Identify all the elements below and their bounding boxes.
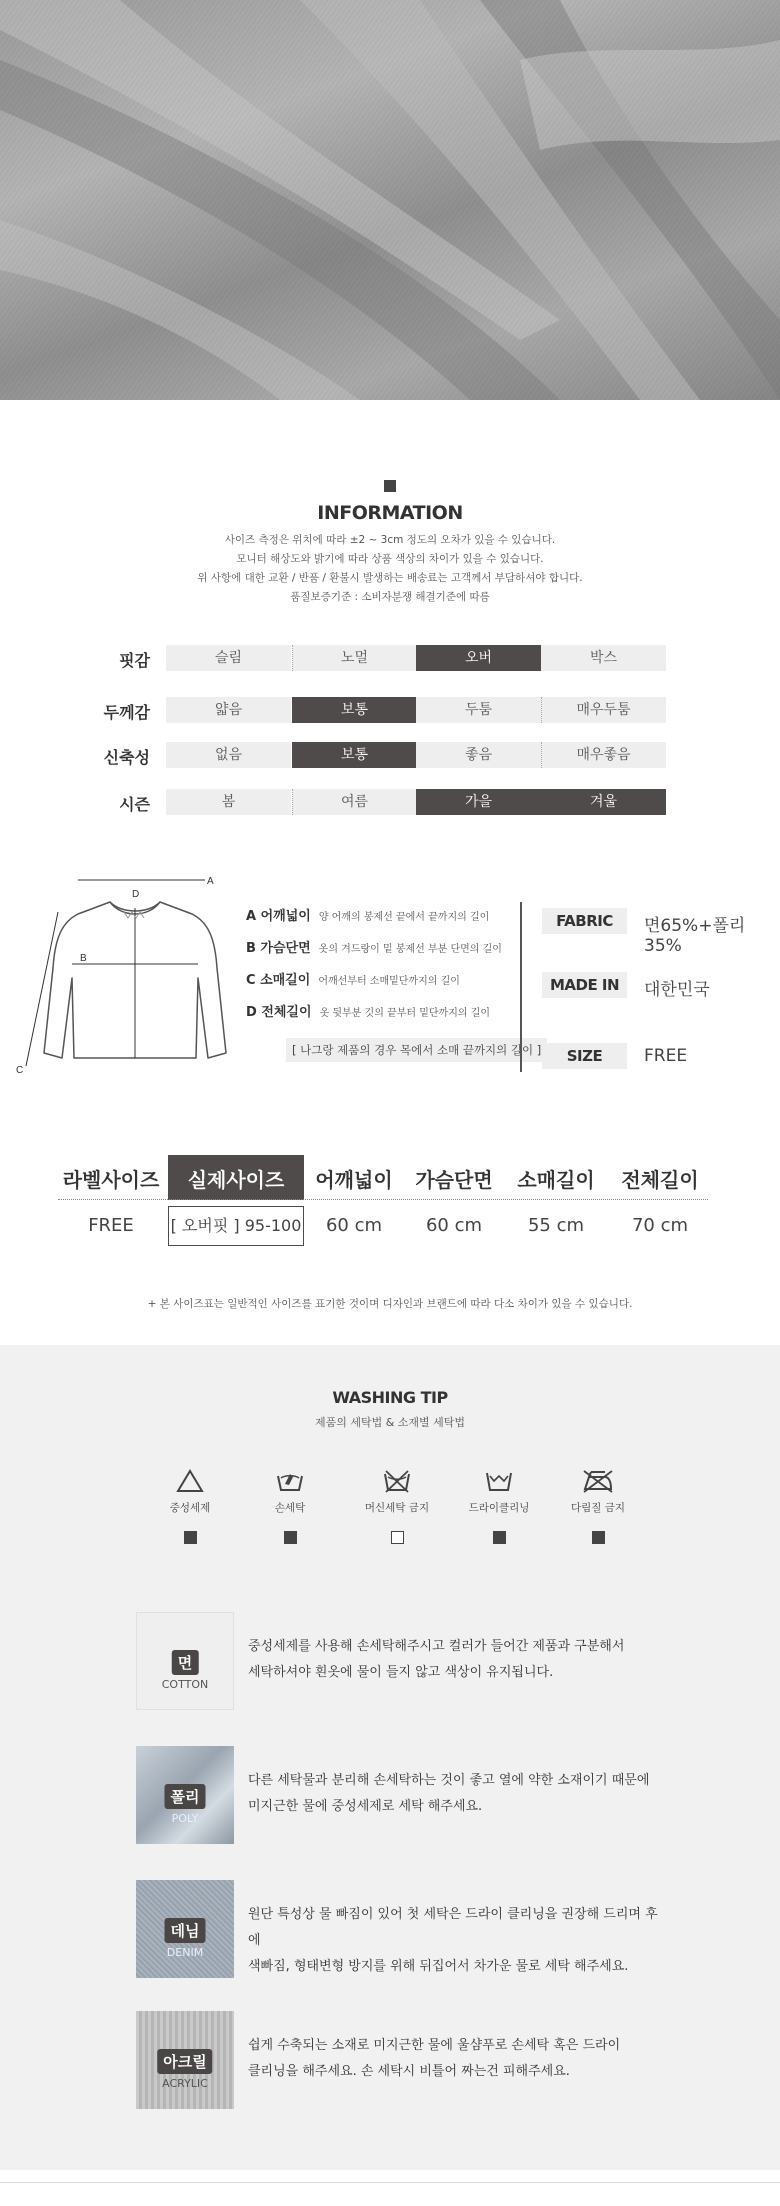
washing-title: WASHING TIP bbox=[332, 1388, 448, 1407]
info-line: 사이즈 측정은 위치에 따라 ±2 ~ 3cm 정도의 오차가 있을 수 있습니다. bbox=[224, 534, 556, 546]
rating-option: 겨울 bbox=[541, 789, 666, 815]
rating-option: 좋음 bbox=[416, 742, 541, 768]
size-value: FREE bbox=[644, 1046, 688, 1066]
letter-c: C bbox=[16, 1065, 24, 1076]
fabric-closeup-photo bbox=[0, 0, 780, 400]
poly-swatch: 폴리 POLY bbox=[136, 1746, 234, 1844]
sweatshirt-diagram bbox=[10, 868, 235, 1083]
rating-option: 매우좋음 bbox=[541, 742, 666, 768]
letter-b: B bbox=[80, 953, 87, 964]
check-marker bbox=[493, 1531, 506, 1544]
dry-clean-icon bbox=[484, 1468, 514, 1494]
washing-subtitle: 제품의 세탁법 & 소재별 세탁법 bbox=[314, 1416, 466, 1429]
made-in-label: MADE IN bbox=[542, 972, 627, 998]
rating-option: 없음 bbox=[166, 742, 291, 768]
rating-separator bbox=[541, 742, 542, 768]
wash-option-dry-clean: 드라이클리닝 bbox=[444, 1468, 554, 1544]
size-table-header: 실제사이즈 bbox=[187, 1168, 285, 1192]
rating-option: 두툼 bbox=[416, 697, 541, 723]
size-table-note: + 본 사이즈표는 일반적인 사이즈를 표기한 것이며 디자인과 브랜드에 따라 다소 차이가 있을 수 있습니다. bbox=[147, 1298, 633, 1310]
measurement-shoulder: A 어깨넓이 양 어깨의 봉제선 끝에서 끝까지의 길이 bbox=[246, 909, 490, 924]
bottom-divider bbox=[0, 2182, 780, 2183]
neutral-detergent-icon bbox=[175, 1468, 205, 1494]
rating-option: 오버 bbox=[416, 645, 541, 671]
rating-option: 가을 bbox=[416, 789, 541, 815]
rating-option: 봄 bbox=[166, 789, 291, 815]
rating-option: 매우두툼 bbox=[541, 697, 666, 723]
rating-separator bbox=[541, 697, 542, 723]
cotton-swatch: 면 COTTON bbox=[136, 1612, 234, 1710]
measurement-sleeve: C 소매길이 어깨선부터 소매밑단까지의 길이 bbox=[246, 973, 460, 988]
section-marker bbox=[384, 480, 396, 492]
size-table-cell: FREE bbox=[88, 1215, 134, 1236]
made-in-value: 대한민국 bbox=[644, 980, 710, 1000]
fabric-label: FABRIC bbox=[542, 908, 627, 934]
cotton-care-text: 중성세제를 사용해 손세탁해주시고 컬러가 들어간 제품과 구분해서 세탁하셔야 흰옷에 물이 들지 않고 색상이 유지됩니다. bbox=[248, 1639, 625, 1680]
raglan-note: [ 나그랑 제품의 경우 목에서 소매 끝까지의 길이 ] bbox=[286, 1038, 547, 1062]
information-title: INFORMATION bbox=[317, 502, 463, 524]
poly-care-text: 다른 세탁물과 분리해 손세탁하는 것이 좋고 열에 약한 소재이기 때문에 미지근한 물에 중성세제로 세탁 해주세요. bbox=[248, 1773, 650, 1814]
rating-separator bbox=[292, 789, 293, 815]
info-line: 위 사항에 대한 교환 / 반품 / 환불시 발생하는 배송료는 고객께서 부담하셔야 합니다. bbox=[197, 572, 583, 584]
size-table-cell: 55 cm bbox=[527, 1215, 585, 1236]
size-table-header: 소매길이 bbox=[517, 1168, 595, 1192]
rating-option: 여름 bbox=[292, 789, 417, 815]
fabric-value: 면65%+폴리35% bbox=[644, 916, 746, 956]
divider bbox=[520, 902, 522, 1072]
letter-d: D bbox=[132, 889, 140, 900]
rating-separator bbox=[292, 645, 293, 671]
size-table-cell: 70 cm bbox=[631, 1215, 689, 1236]
hand-wash-icon bbox=[275, 1468, 305, 1494]
no-iron-icon bbox=[581, 1468, 615, 1494]
rating-option: 박스 bbox=[541, 645, 666, 671]
acrylic-swatch: 아크릴 ACRYLIC bbox=[136, 2011, 234, 2109]
rating-option: 보통 bbox=[292, 697, 417, 723]
rating-option: 보통 bbox=[292, 742, 417, 768]
wash-option-no-machine-wash: 머신세탁 금지 bbox=[342, 1468, 452, 1544]
size-table-cell: 60 cm bbox=[325, 1215, 383, 1236]
check-marker bbox=[184, 1531, 197, 1544]
size-table-cell: 60 cm bbox=[425, 1215, 483, 1236]
check-marker bbox=[391, 1531, 404, 1544]
size-table-cell: [ 오버핏 ] 95-100 bbox=[170, 1216, 302, 1235]
rating-label: 신축성 bbox=[103, 748, 150, 767]
size-label: SIZE bbox=[542, 1043, 627, 1069]
rating-option: 노멀 bbox=[292, 645, 417, 671]
rating-option: 얇음 bbox=[166, 697, 291, 723]
letter-a: A bbox=[207, 876, 214, 887]
size-table-header: 어깨넓이 bbox=[315, 1168, 393, 1192]
rating-label: 두께감 bbox=[103, 703, 150, 722]
rating-label: 시즌 bbox=[119, 795, 150, 814]
size-table-header: 전체길이 bbox=[621, 1168, 699, 1192]
info-line: 모니터 해상도와 밝기에 따라 상품 색상의 차이가 있을 수 있습니다. bbox=[236, 553, 544, 565]
rating-option: 슬림 bbox=[166, 645, 291, 671]
check-marker bbox=[592, 1531, 605, 1544]
wash-option-neutral-detergent: 중성세제 bbox=[135, 1468, 245, 1544]
denim-care-text: 원단 특성상 물 빠짐이 있어 첫 세탁은 드라이 클리닝을 권장해 드리며 후에 색빠짐, 형태변형 방지를 위해 뒤집어서 차가운 물로 세탁 해주세요. bbox=[248, 1907, 658, 1974]
wash-option-no-iron: 다림질 금지 bbox=[543, 1468, 653, 1544]
no-machine-wash-icon bbox=[382, 1468, 412, 1494]
check-marker bbox=[284, 1531, 297, 1544]
size-table-header: 가슴단면 bbox=[415, 1168, 493, 1192]
measurement-chest: B 가슴단면 옷의 겨드랑이 밑 봉제선 부분 단면의 길이 bbox=[246, 941, 502, 956]
measurement-length: D 전체길이 옷 뒷부분 깃의 끝부터 밑단까지의 길이 bbox=[246, 1005, 491, 1020]
wash-option-hand-wash: 손세탁 bbox=[235, 1468, 345, 1544]
acrylic-care-text: 쉽게 수축되는 소재로 미지근한 물에 울샴푸로 손세탁 혹은 드라이 클리닝을 해주세요. 손 세탁시 비틀어 짜는건 피해주세요. bbox=[248, 2038, 621, 2079]
rating-label: 핏감 bbox=[119, 651, 150, 670]
size-table-header: 라벨사이즈 bbox=[62, 1168, 160, 1192]
info-line: 품질보증기준 : 소비자분쟁 해결기준에 따름 bbox=[290, 591, 490, 603]
denim-swatch: 데님 DENIM bbox=[136, 1880, 234, 1978]
